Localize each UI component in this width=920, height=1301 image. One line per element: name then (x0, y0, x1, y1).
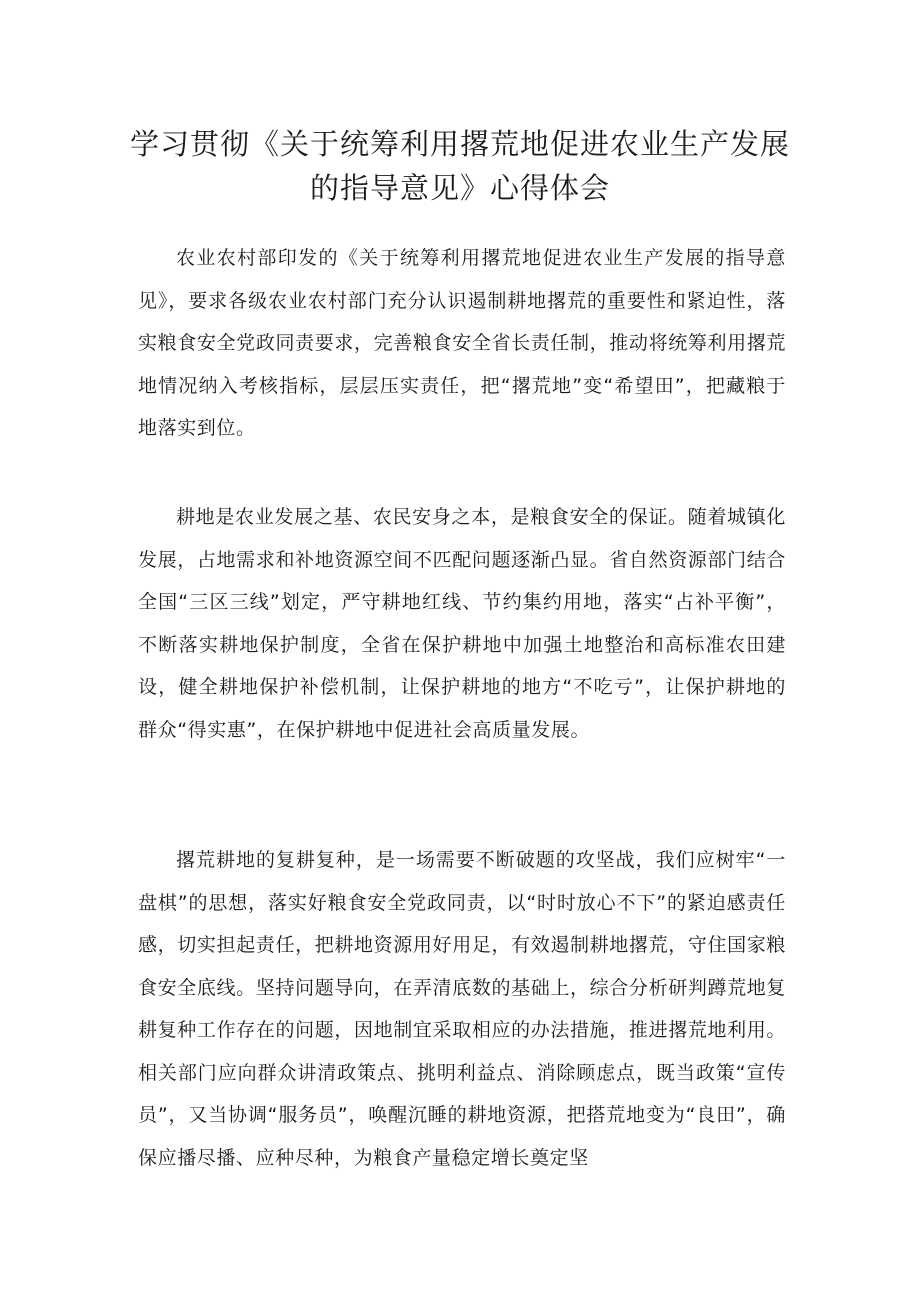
paragraph-3: 撂荒耕地的复耕复种，是一场需要不断破题的攻坚战，我们应树牢“一盘棋”的思想，落实好粮食安全党政同责，以“时时放心不下”的紧迫感责任感，切实担起责任，把耕地资源用好用足，有效遏制耕地撂荒，守住国家粮食安全底线。坚持问题导向，在弄清底数的基础上，综合分析研判蹲荒地复耕复种工作存在的问题，因地制宜采取相应的办法措施，推进撂荒地利用。相关部门应向群众讲清政策点、挑明利益点、消除顾虑点，既当政策“宣传员”，又当协调“服务员”，唤醒沉睡的耕地资源，把搭荒地变为“良田”，确保应播尽播、应种尽种，为粮食产量稳定增长奠定坚 (138, 849, 786, 1169)
document-title: 学习贯彻《关于统筹利用撂荒地促进农业生产发展的指导意见》心得体会 (129, 127, 790, 205)
paragraph-2: 耕地是农业发展之基、农民安身之本，是粮食安全的保证。随着城镇化发展，占地需求和补地资源空间不匹配问题逐渐凸显。省自然资源部门结合全国“三区三线”划定，严守耕地红线、节约集约用地，落实“占补平衡”，不断落实耕地保护制度，全省在保护耕地中加强土地整治和高标准农田建设，健全耕地保护补偿机制，让保护耕地的地方“不吃亏”，让保护耕地的群众“得实惠”，在保护耕地中促进社会高质量发展。 (138, 506, 786, 741)
paragraph-1: 农业农村部印发的《关于统筹利用撂荒地促进农业生产发展的指导意见》，要求各级农业农村部门充分认识遏制耕地撂荒的重要性和紧迫性，落实粮食安全党政同责要求，完善粮食安全省长责任制，推动将统筹利用撂荒地情况纳入考核指标，层层压实责任，把“撂荒地”变“希望田”，把藏粮于地落实到位。 (138, 247, 786, 439)
